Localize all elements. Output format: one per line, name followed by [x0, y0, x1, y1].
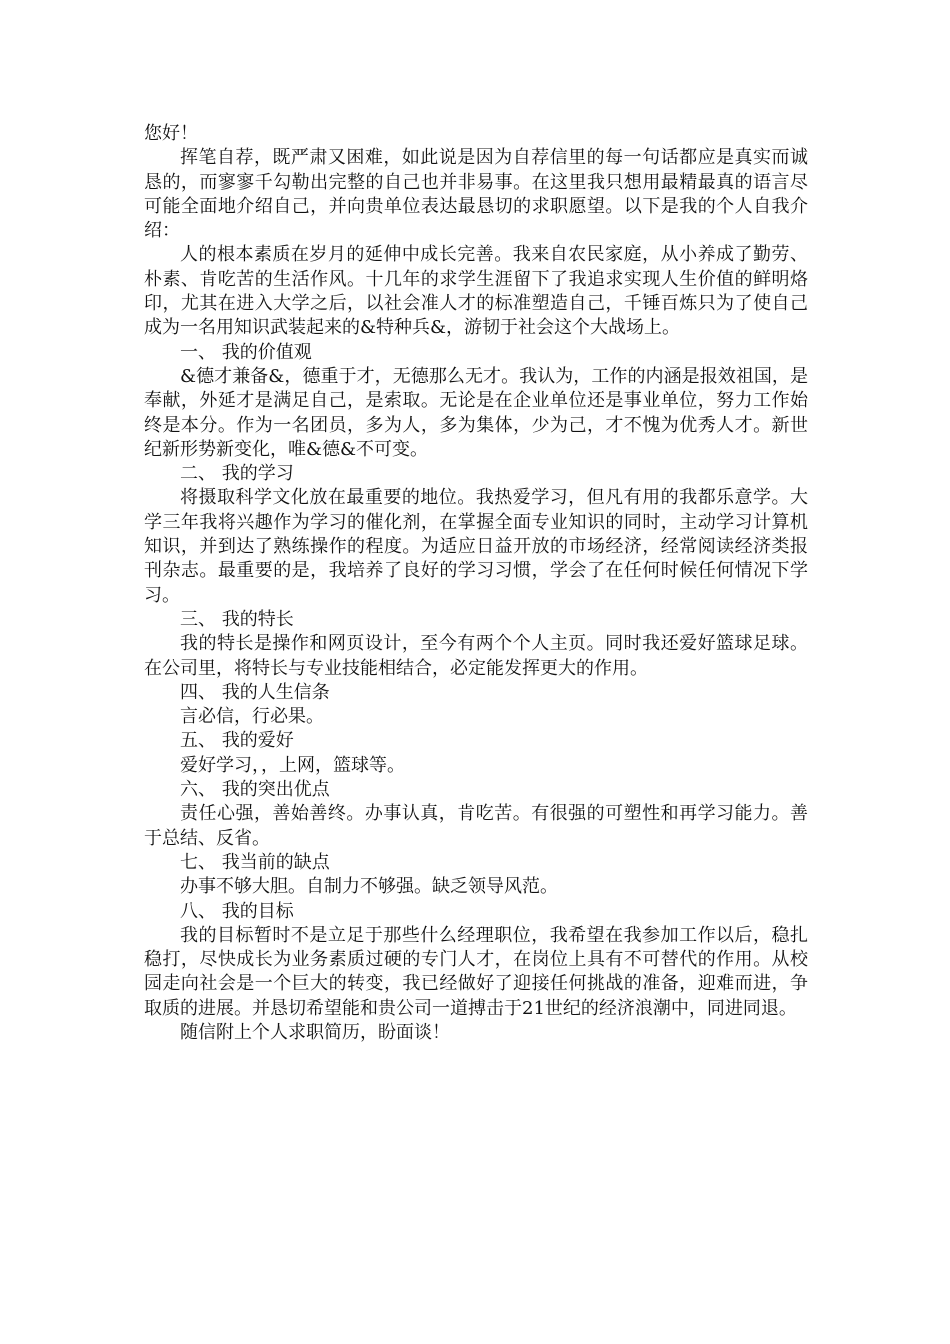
section-body-study: 将摄取科学文化放在最重要的地位。我热爱学习，但凡有用的我都乐意学。大学三年我将兴趣作为学习的催化剂，在掌握全面专业知识的同时，主动学习计算机知识，并到达了熟练操作的程度。为适应日益开放的市场经济，经常阅读经济类报刊杂志。最重要的是，我培养了良好的学习习惯，学会了在任何时候任何情况下学习。 [144, 487, 808, 606]
section-heading-hobbies: 五、 我的爱好 [180, 730, 294, 752]
section-body-goals: 我的目标暂时不是立足于那些什么经理职位，我希望在我参加工作以后，稳扎稳打，尽快成长为业务素质过硬的专门人才，在岗位上具有不可替代的作用。从校园走向社会是一个巨大的转变，我已经做好了迎接任何挑战的准备，迎难而进，争取质的进展。并恳切希望能和贵公司一道搏击于21世纪的经济浪潮中，同进同退。 [144, 924, 808, 1019]
section-body-shortcomings: 办事不够大胆。自制力不够强。缺乏领导风范。 [180, 876, 558, 898]
section-heading-shortcomings: 七、 我当前的缺点 [180, 851, 330, 873]
section-heading-goals: 八、 我的目标 [180, 900, 294, 922]
intro-paragraph: 挥笔自荐，既严肃又困难，如此说是因为自荐信里的每一句话都应是真实而诚恳的，而寥寥千勾勒出完整的自己也并非易事。在这里我只想用最精最真的语言尽可能全面地介绍自己，并向贵单位表达最恳切的求职愿望。以下是我的个人自我介绍： [144, 147, 808, 242]
section-body-strengths: 我的特长是操作和网页设计，至今有两个个人主页。同时我还爱好篮球足球。在公司里，将特长与专业技能相结合，必定能发挥更大的作用。 [144, 633, 808, 679]
section-heading-study: 二、 我的学习 [180, 463, 294, 485]
closing-paragraph: 随信附上个人求职简历，盼面谈！ [180, 1021, 450, 1043]
section-body-hobbies: 爱好学习，，上网，篮球等。 [180, 754, 405, 776]
background-paragraph: 人的根本素质在岁月的延伸中成长完善。我来自农民家庭，从小养成了勤劳、朴素、肯吃苦的生活作风。十几年的求学生涯留下了我追求实现人生价值的鲜明烙印，尤其在进入大学之后，以社会准人才的标准塑造自己，千锤百炼只为了使自己成为一名用知识武装起来的&特种兵&，游韧于社会这个大战场上。 [144, 244, 808, 339]
section-heading-strengths: 三、 我的特长 [180, 608, 294, 630]
letter-body [144, 122, 808, 1045]
section-body-values: &德才兼备&，德重于才，无德那么无才。我认为，工作的内涵是报效祖国，是奉献，外延才是满足自己，是索取。无论是在企业单位还是事业单位，努力工作始终是本分。作为一名团员，多为人，多为集体，少为己，才不愧为优秀人才。新世纪新形势新变化，唯&德&不可变。 [144, 365, 808, 460]
greeting: 您好！ [144, 123, 198, 144]
section-heading-motto: 四、 我的人生信条 [180, 681, 330, 703]
section-heading-merits: 六、 我的突出优点 [180, 779, 330, 801]
section-body-merits: 责任心强，善始善终。办事认真，肯吃苦。有很强的可塑性和再学习能力。善于总结、反省。 [144, 803, 808, 849]
section-heading-values: 一、 我的价值观 [180, 341, 312, 363]
section-body-motto: 言必信，行必果。 [180, 706, 324, 728]
